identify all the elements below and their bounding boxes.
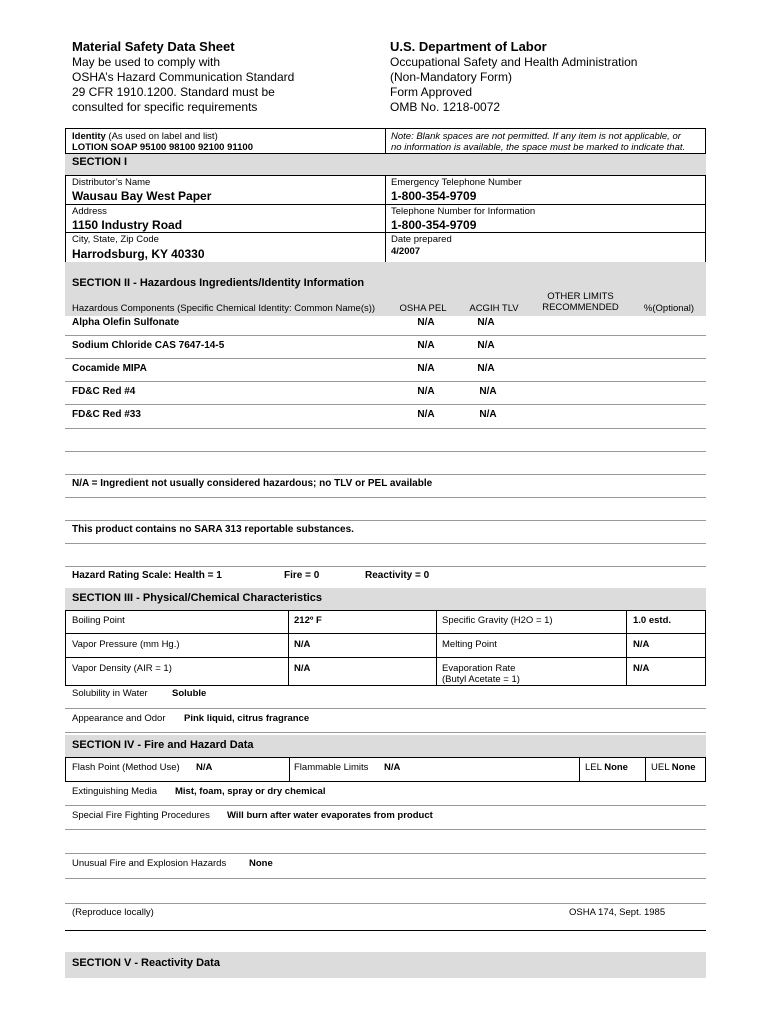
ingredient-osha: N/A [417, 409, 435, 420]
vapor-density-label: Vapor Density (AIR = 1) [72, 663, 172, 674]
ingredient-acgih: N/A [477, 340, 495, 351]
osha-form-ref: OSHA 174, Sept. 1985 [569, 907, 666, 918]
flammable-limits: N/A [384, 762, 401, 773]
info-phone: 1-800-354-9709 [391, 218, 477, 232]
sara-note: This product contains no SARA 313 reportable substances. [72, 524, 354, 535]
ingredient-acgih: N/A [477, 363, 495, 374]
col-other-limits: OTHER LIMITS RECOMMENDED [542, 291, 619, 313]
ingredient-osha: N/A [417, 340, 435, 351]
hazard-rating-health: Hazard Rating Scale: Health = 1 [72, 570, 222, 581]
header-right-line: (Non-Mandatory Form) [390, 70, 513, 84]
evaporation-rate: N/A [633, 663, 650, 674]
section4-title: SECTION IV - Fire and Hazard Data [72, 739, 254, 751]
distributor-label: Distributor’s Name [72, 177, 151, 188]
lel: LEL None [585, 762, 628, 773]
section3-title: SECTION III - Physical/Chemical Characteristics [72, 592, 323, 604]
flash-point: N/A [196, 762, 213, 773]
address: 1150 Industry Road [72, 218, 183, 232]
header-left-line: OSHA’s Hazard Communication Standard [72, 70, 295, 84]
melting-point-label: Melting Point [442, 639, 497, 650]
identity-value: LOTION SOAP 95100 98100 92100 91100 [72, 142, 253, 153]
header-left-line: 29 CFR 1910.1200. Standard must be [72, 85, 275, 99]
header-left [72, 39, 294, 115]
solubility: Soluble [172, 688, 207, 699]
ingredient-name: Cocamide MIPA [72, 363, 147, 374]
unusual-hazards-label: Unusual Fire and Explosion Hazards [72, 858, 227, 869]
ingredient-name: FD&C Red #33 [72, 409, 141, 420]
ingredient-osha: N/A [417, 317, 435, 328]
header-right-line: OMB No. 1218-0072 [390, 100, 501, 114]
ingredient-name: FD&C Red #4 [72, 386, 136, 397]
city-label: City, State, Zip Code [72, 234, 159, 245]
vapor-density: N/A [294, 663, 311, 674]
col-optional: %(Optional) [643, 303, 695, 314]
section1-header-bg [65, 153, 706, 175]
col-osha-pel: OSHA PEL [399, 303, 447, 314]
flammable-limits-label: Flammable Limits [294, 762, 369, 773]
ingredient-name: Sodium Chloride CAS 7647-14-5 [72, 340, 225, 351]
header-left-line: May be used to comply with [72, 55, 221, 69]
special-procedures-label: Special Fire Fighting Procedures [72, 810, 210, 821]
hazard-rating-reactivity: Reactivity = 0 [365, 570, 430, 581]
emergency-phone: 1-800-354-9709 [391, 189, 477, 203]
appearance: Pink liquid, citrus fragrance [184, 713, 310, 724]
na-note: N/A = Ingredient not usually considered hazardous; no TLV or PEL available [72, 478, 433, 489]
distributor-name: Wausau Bay West Paper [72, 189, 212, 203]
ingredient-osha: N/A [417, 363, 435, 374]
appearance-label: Appearance and Odor [72, 713, 166, 724]
vapor-pressure-label: Vapor Pressure (mm Hg.) [72, 639, 180, 650]
header-right-line: Form Approved [390, 85, 473, 99]
col-acgih-tlv: ACGIH TLV [469, 303, 519, 314]
date-prepared: 4/2007 [391, 246, 421, 257]
boiling-point: 212º F [294, 615, 322, 626]
blank-space-note: Note: Blank spaces are not permitted. If any item is not applicable, or no information is available, the space must be marked to indicate that. [391, 131, 686, 153]
agency-title: U.S. Department of Labor [390, 39, 547, 54]
form-title: Material Safety Data Sheet [72, 39, 235, 54]
ingredient-osha: N/A [417, 386, 435, 397]
col-components: Hazardous Components (Specific Chemical Identity: Common Name(s)) [72, 303, 376, 314]
vapor-pressure: N/A [294, 639, 311, 650]
info-phone-label: Telephone Number for Information [391, 206, 536, 217]
flash-point-label: Flash Point (Method Use) [72, 762, 180, 773]
evaporation-rate-label: Evaporation Rate (Butyl Acetate = 1) [442, 663, 520, 685]
header-right-line: Occupational Safety and Health Administration [390, 55, 638, 69]
ingredient-acgih: N/A [477, 317, 495, 328]
specific-gravity: 1.0 estd. [633, 615, 672, 626]
extinguishing-media: Mist, foam, spray or dry chemical [175, 786, 326, 797]
melting-point: N/A [633, 639, 650, 650]
solubility-label: Solubility in Water [72, 688, 148, 699]
header-right [390, 39, 637, 115]
hazard-rating-fire: Fire = 0 [284, 570, 320, 581]
ingredient-acgih: N/A [479, 386, 497, 397]
address-label: Address [72, 206, 107, 217]
section2-title: SECTION II - Hazardous Ingredients/Identity Information [72, 277, 365, 289]
section1-title: SECTION I [72, 156, 128, 168]
ingredient-name: Alpha Olefin Sulfonate [72, 317, 180, 328]
date-label: Date prepared [391, 234, 452, 245]
specific-gravity-label: Specific Gravity (H2O = 1) [442, 615, 553, 626]
identity-label: Identity (As used on label and list) [72, 131, 218, 142]
city-state-zip: Harrodsburg, KY 40330 [72, 247, 205, 261]
extinguishing-label: Extinguishing Media [72, 786, 158, 797]
header-left-line: consulted for specific requirements [72, 100, 258, 114]
special-procedures: Will burn after water evaporates from product [227, 810, 433, 821]
emergency-phone-label: Emergency Telephone Number [391, 177, 522, 188]
reproduce-note: (Reproduce locally) [72, 907, 154, 918]
ingredient-acgih: N/A [479, 409, 497, 420]
unusual-hazards: None [249, 858, 273, 869]
boiling-point-label: Boiling Point [72, 615, 125, 626]
section5-title: SECTION V - Reactivity Data [72, 957, 220, 969]
uel: UEL None [651, 762, 696, 773]
